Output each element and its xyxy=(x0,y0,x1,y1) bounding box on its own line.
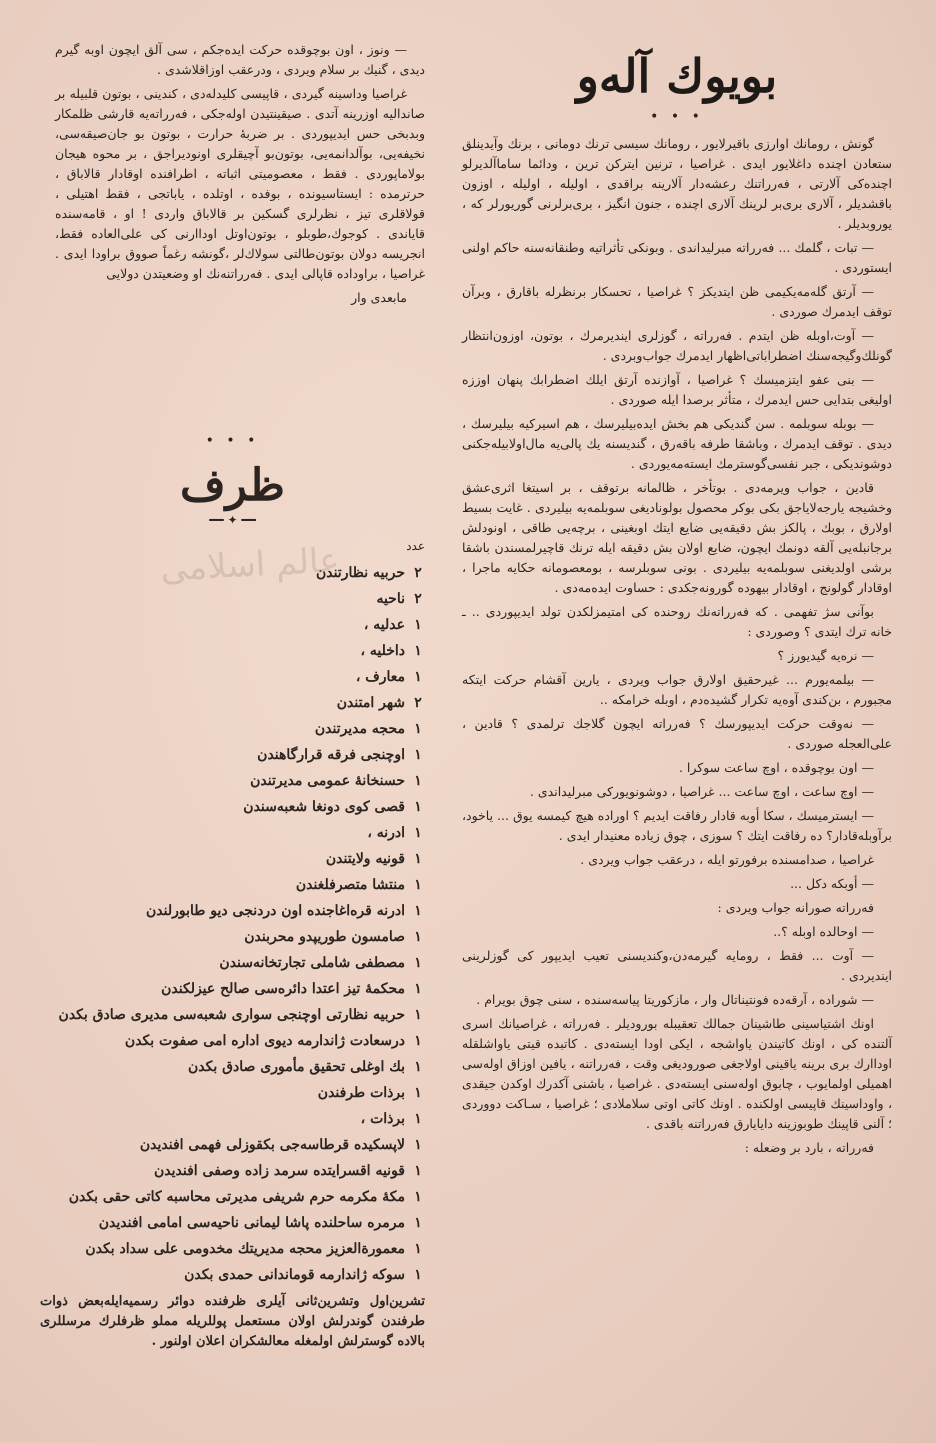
item-sender: لاپسکیده قرطاسه‌جی بکقوزلی فهمی افندیدن xyxy=(139,1137,405,1153)
continuation-paragraph: مابعدی وار xyxy=(351,290,407,305)
item-sender: معمورةالعزیز محجه مدیریتك مخدومی علی سداد بکدن xyxy=(85,1241,405,1257)
item-sender: صامسون طوریپدو محربندن xyxy=(244,929,405,945)
list-item xyxy=(40,1184,425,1210)
story-body xyxy=(462,134,892,1158)
item-sender: مصطفى شاملی تجارتخانه‌سندن xyxy=(219,955,405,971)
item-count: ۱ xyxy=(414,1111,422,1127)
item-sender: حربیه نظارتی اوچنجی سواری شعبه‌سی مدیری صادق بکدن xyxy=(58,1007,405,1023)
item-sender: بك اوغلی تحقیق مأموری صادق بکدن xyxy=(188,1059,405,1075)
story-paragraph: — آوت،اوبله ظن ایتدم . فه‌رراته ، گوزلری ایندیرمرك ، بوتون، اوزون‌انتظار گونلك‌وگیجه‌سنك اضطراباتی‌اظهار ایدمرك جواب‌وبردی . xyxy=(462,328,892,363)
story-paragraph: — بیلمه‌یورم ... غیرحقیق اولارق جواب ویردی ، یارین آقشام حرکت ایتكه مجبورم ، بن‌کندی آوه‌یه تکرار گشیده‌دم ، اوبله خرامكه .. xyxy=(462,672,892,707)
item-count: ۱ xyxy=(414,877,422,893)
continuation-paragraph: غراصیا وداسینه گیردی ، قاپیسی کلیدله‌دی ، کندینی ، بوتون قلبیله بر صاندالیه اوزرینه آتدی . صیقینتیدن اوله‌جکی ، فه‌رراته‌یه قارشی ظلمکار وبدبخی حس ایدیپوردی . بر ضربهٔ حرارت ، بوتون بو جان‌صیقه‌سی، نخیفه‌یی، بوآلدانمه‌یی، بوتون‌بو آچیقلری اونودیراجق ، بر محوه هیجان بولاماپوردی . فقط ، معصومیتی اثباته ، اطرافنده اوقادار قالاباق ، حرترمده : ایستاسیونده ، بوفده ، اوتلده ، یاباتجی ، فقط اهتیلی ، قولاقلری تیز ، نظرلری گسکین بر قالاباق واردی ! او ، قامه‌سنده قایاندی . کوجوك،طوبلو ، بوتون‌اوتل اوداارنی کی علی‌العاده فقط، انجریسه دولان بوتون‌طالتی سولاك‌لر ،گونشه رغماً صووق براودا ایدی . غراصیا ، براوداده قاپالی ایدی . فه‌رراتنه‌نك او وضعیتدن دولایی xyxy=(55,86,425,281)
item-sender: معارف ، xyxy=(355,669,405,685)
item-count: ۱ xyxy=(414,773,422,789)
item-count: ۱ xyxy=(414,1085,422,1101)
item-sender: مرمره ساحلنده پاشا لیمانی ناحیه‌سی امامی افندیدن xyxy=(98,1215,405,1231)
item-count: ۱ xyxy=(414,903,422,919)
story-paragraph: اونك اشتیاسینی طاشینان جمالك تعقیبله بورودیلر . فه‌رراته ، غراصیانك اسری آلتنده كی ، اونك کاتیندن یاواشجه ، ایكی اودا ایسته‌دی . کاتبده قیتی یاواشلقله اوداارك بری برینه یاقینی اولاجغی صورودیغی وقت ، فه‌رراتنه ، یافین اوزاق اوله‌سی اهمیلی اولمایوب ، چابوق اوله‌سنی ایسته‌دی . غراصیا ، باشنی آکدرك اوکدن جیقدی ، واوداسینك قاپیسی اولکنده . اونك کاتی اوتی سلاملادی ؛ غراصیا ، سـاكت دووردی ؛ آلنی قاپینك طوبوزینه دایایارق فه‌رراتنه باقدی . xyxy=(462,1016,892,1131)
item-sender: ادرنه ، xyxy=(367,825,405,841)
list-item xyxy=(40,1028,425,1054)
list-item xyxy=(40,846,425,872)
story-paragraph: — شوراده ، آرقه‌ده فونتیناتال وار ، مازکوریتا پیاسه‌سنده ، سنی چوق بویرام . xyxy=(476,992,874,1007)
item-count: ۱ xyxy=(414,721,422,737)
story-paragraph: غراصیا ، صدامسنده برفورتو ایله ، درعقب جواب ویردی . xyxy=(580,852,874,867)
item-count: ۱ xyxy=(414,643,422,659)
section-ornament: • • • xyxy=(205,433,260,449)
story-paragraph: فه‌رراته ، بارد بر وضعله : xyxy=(744,1140,874,1155)
story-paragraph: بوآنی سژ تفهمی . كه فه‌رراته‌نك روحنده كی امتیمزلكدن تولد ایدیپوردی .. ـ خانه ترك ایتدی ؟ وصوردی : xyxy=(462,604,892,639)
story-column xyxy=(462,40,892,1162)
item-sender: قصی کوی دونغا شعبه‌سندن xyxy=(243,799,405,815)
list-item xyxy=(40,664,425,690)
title-ornament: • • • xyxy=(650,109,704,125)
item-sender: محکمهٔ تیز اعتدا دائره‌سی صالح عیزلکندن xyxy=(161,981,405,997)
item-sender: سوکه ژاندارمه قوماندانی حمدی بکدن xyxy=(184,1267,405,1283)
item-count: ۱ xyxy=(414,1189,422,1205)
item-count: ۱ xyxy=(414,1007,422,1023)
item-count: ۱ xyxy=(414,955,422,971)
story-paragraph: — أوبكه دکل ... xyxy=(790,876,874,891)
continuation-paragraph: — ونوز ، اون بوچوقده حرکت ایده‌جکم ، سی آلق ایچون اوبه گیرم دیدی ، گنیك بر سلام ویردی ، ودرعقب اوزاقلاشدی . xyxy=(55,42,425,77)
story-paragraph: — اوچ ساعت ، اوچ ساعت ... غراصیا ، دوشونویوركی مبرلیداندی . xyxy=(529,784,874,799)
list-item xyxy=(40,1132,425,1158)
item-sender: شهر امتندن xyxy=(336,695,405,711)
list-item xyxy=(40,950,425,976)
story-paragraph: — اوحالده اوبله ؟.. xyxy=(773,924,874,939)
item-count: ۲ xyxy=(414,565,422,581)
item-sender: مکهٔ مکرمه حرم شریفی مدیرتی محاسبه کاتی حقی بکدن xyxy=(68,1189,405,1205)
count-column-header: عدد xyxy=(406,539,425,553)
list-item xyxy=(40,638,425,664)
item-sender: برذات ، xyxy=(360,1111,405,1127)
list-item xyxy=(40,586,425,612)
item-count: ۱ xyxy=(414,799,422,815)
continuation-body xyxy=(55,40,425,308)
story-paragraph: فه‌رراته صورانه جواب ویردی : xyxy=(717,900,874,915)
title-underline-ornament: ━━ ✦ ━━ xyxy=(209,513,256,527)
item-count: ۱ xyxy=(414,1215,422,1231)
list-item xyxy=(40,1002,425,1028)
item-count: ۲ xyxy=(414,695,422,711)
item-sender: درسعادت ژاندارمه دیوی اداره امی صفوت بکدن xyxy=(124,1033,405,1049)
item-count: ۱ xyxy=(414,929,422,945)
item-sender: ادرنه قره‌اغاجنده اون دردنجی دیو طابورلندن xyxy=(146,903,405,919)
item-count: ۱ xyxy=(414,1137,422,1153)
story-paragraph: گونش ، رومانك اوارزی باقیرلایور ، رومانك سیسی ترنك دومانی ، برنك وآیدینلق ستعادن اچنده داغلایور ایدی . غراصیا ، ترنین ایتركن ترین ، ودائما ساماآلدیرلو اچنده‌کی آلارتی ، فه‌رراتنك رعشه‌دار آلارینه براقدی ، اولیله ، اولیله ، اوزون باقشدیلر ، آلاری بری‌بر لرینك آلاری اچنده ، جنون انگیز ، بری‌برلرنی گوریورلر كه ، یوروبدیلر . xyxy=(462,136,892,231)
list-item xyxy=(40,1236,425,1262)
story-paragraph: — بوبله سوبلمه . سن گندیكی هم بخش ایده‌بیلیرسك ، هم اسیرکیه بیلیرسك ، دیدی . توقف ایدمرك ، وباشقا طرفه باقه‌رق ، گندیسنه یك پالی‌یه مال‌اولابیله‌جکنی دوشوندیکی ، جبر نفسی‌گوسترمك ایسته‌مه‌یوردی . xyxy=(462,416,892,471)
item-sender: حربیه نظارتندن xyxy=(315,565,405,581)
story-paragraph: — آوت ... فقط ، رومایه گیرمه‌دن،وکندیسنی تعیب ایدیپور كی گوزلرینی ایندیردی . xyxy=(462,948,892,983)
list-item xyxy=(40,1210,425,1236)
item-count: ۱ xyxy=(414,1163,422,1179)
list-item xyxy=(40,872,425,898)
list-item xyxy=(40,1080,425,1106)
item-count: ۱ xyxy=(414,851,422,867)
list-item xyxy=(40,768,425,794)
list-item xyxy=(40,1054,425,1080)
item-sender: حسنخانهٔ عمومی مدیرتندن xyxy=(250,773,405,789)
story-paragraph: — تبات ، گلمك ... فه‌رراته مبرلیداندی . وبونكی تأثراتیه وطنقانه‌سنه حاكم اولنی ایستوردی . xyxy=(462,240,892,275)
story-paragraph: — نه‌وقت حرکت ایدیپورسك ؟ فه‌رراته ایچون گلاجك ترلمدی ؟ قادین ، علی‌العجله صوردی . xyxy=(462,716,892,751)
section-title: ظرف xyxy=(180,460,285,511)
list-item xyxy=(40,716,425,742)
faded-watermark: عالم اسلامی xyxy=(159,540,341,590)
item-count: ۱ xyxy=(414,1033,422,1049)
item-count: ۱ xyxy=(414,1059,422,1075)
story-paragraph: — اون بوچوقده ، اوچ ساعت سوكرا . xyxy=(678,760,874,775)
list-item xyxy=(40,1262,425,1288)
story-paragraph: — آرتق گله‌مه‌یکیمی ظن ایتدیکز ؟ غراصیا ، تحسكار برنظرله باقارق ، وبرآن توقف ایدمرك صوردی . xyxy=(462,284,892,319)
story-paragraph: — نره‌یه گیدیورز ؟ xyxy=(777,648,874,663)
list-item xyxy=(40,612,425,638)
list-item xyxy=(40,794,425,820)
story-paragraph: قادین ، جواب ویرمه‌دی . بوتأخر ، ظالمانه برتوقف ، بر اسیتغا اثری‌عشق وخشیجه یارجه‌لایاجق بکی بوکر محصول بولونادیغی سوبلمه‌یه بیلیردی . غایت بسیط اولارق ، بوبك ، پالکز بش دقیقه‌یی ضایع ایتك اوبغینی ، برچه‌یی طاقی ، اونودلش برجانبله‌یی آلقه دونمك ایچون، ضایع اولان بش دقیقه ایله ترنك قاچیرلمسندن باشقا برشی اولدیغنی سوبلمه‌یه بیلیردی . بونی سوبلرسه ، بومعصومانه حکایه ماجرا ، اوقادار گولونج ، اوقادار بیهوده گورونه‌جکدی : حساوت ایده‌مه‌دی . xyxy=(462,480,892,595)
item-count: ۱ xyxy=(414,747,422,763)
item-count: ۱ xyxy=(414,617,422,633)
announcement-footer: تشرین‌اول وتشرین‌ثانی آیلری ظرفنده دوائر رسمیه‌ایله‌بعض ذوات طرفندن گوندرلش اولان مستعمل پوللریله مملو ظرفلرك مرسللری بالاده گوسترلش اولمغله معالشکران اعلان اولنور . xyxy=(40,1294,425,1349)
item-sender: منتشا متصرفلغندن xyxy=(295,877,405,893)
item-sender: قونیه ولایتندن xyxy=(325,851,405,867)
list-item xyxy=(40,898,425,924)
list-item xyxy=(40,976,425,1002)
list-item xyxy=(40,924,425,950)
item-count: ۱ xyxy=(414,1267,422,1283)
story-continuation-column xyxy=(55,40,425,312)
list-item xyxy=(40,1158,425,1184)
item-count: ۱ xyxy=(414,825,422,841)
item-count: ۱ xyxy=(414,1241,422,1257)
donor-list xyxy=(40,560,425,1288)
item-sender: محجه مدیرتندن xyxy=(314,721,405,737)
story-paragraph: — ایسترمیسك ، سكا أوبه قادار رفاقت ایدیم ؟ اوراده هیچ کیمسه یوق ... یاخود، برآوبله‌قادار؟ ده رفاقت ایتك ؟ سوزی ، چوق زیاده معنیدار ایدی . xyxy=(462,808,892,843)
item-count: ۲ xyxy=(414,591,422,607)
item-sender: برذات طرفندن xyxy=(317,1085,405,1101)
item-sender: عدلیه ، xyxy=(363,617,405,633)
item-count: ۱ xyxy=(414,669,422,685)
item-count: ۱ xyxy=(414,981,422,997)
list-item xyxy=(40,1106,425,1132)
list-item xyxy=(40,742,425,768)
item-sender: داخلیه ، xyxy=(360,643,405,659)
list-item xyxy=(40,820,425,846)
item-sender: اوچنجی فرقه قرارگاهندن xyxy=(257,747,405,763)
list-item xyxy=(40,690,425,716)
item-sender: قونیه اقسرایتده سرمد زاده وصفی افندیدن xyxy=(153,1163,405,1179)
story-paragraph: — بنی عفو ایتزمیسك ؟ غراصیا ، آوازنده آرتق ایلك اضطرابك پنهان اوززه اولیغی بتدایی حس ایدمرك ، متأثر برصدا ایله صوردی . xyxy=(462,372,892,407)
story-title: بویوك آله‌و xyxy=(576,49,778,103)
item-sender: ناحیه xyxy=(376,591,405,607)
